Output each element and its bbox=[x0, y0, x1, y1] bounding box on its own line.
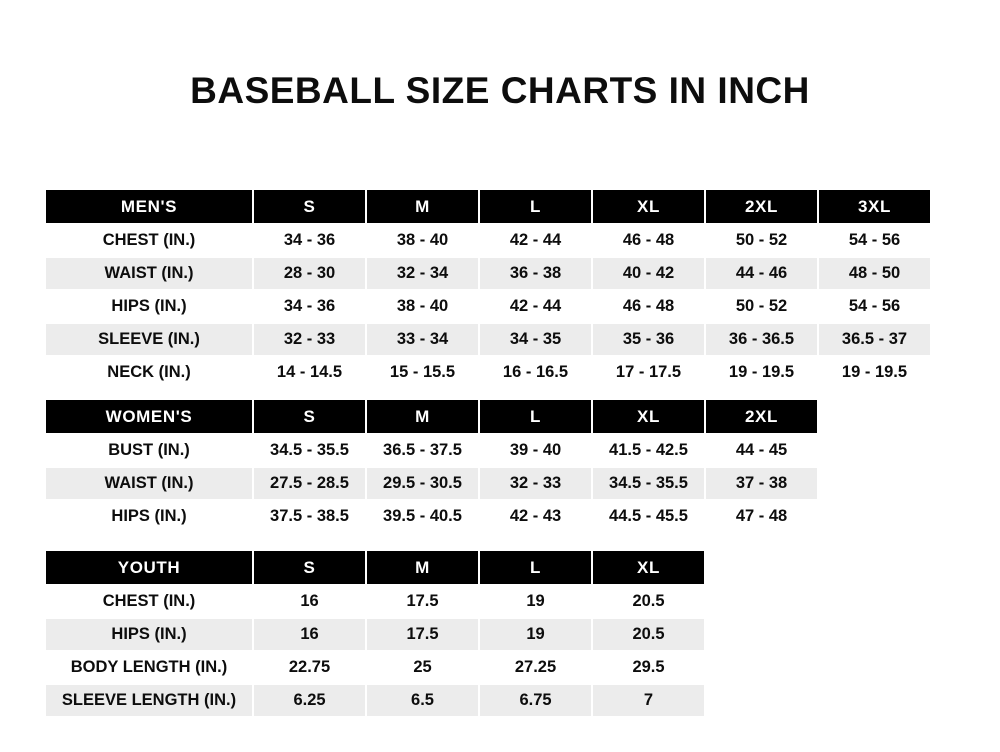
table-cell: 50 - 52 bbox=[705, 290, 818, 323]
row-label: HIPS (IN.) bbox=[45, 618, 253, 651]
row-label: HIPS (IN.) bbox=[45, 290, 253, 323]
table-cell: 25 bbox=[366, 651, 479, 684]
table-cell: 34 - 36 bbox=[253, 224, 366, 257]
table-row bbox=[45, 257, 931, 290]
table-cell: 42 - 44 bbox=[479, 290, 592, 323]
column-header: M bbox=[366, 550, 479, 585]
column-header: S bbox=[253, 399, 366, 434]
table-cell: 34.5 - 35.5 bbox=[592, 467, 705, 500]
table-cell: 32 - 34 bbox=[366, 257, 479, 290]
table-cell: 36 - 38 bbox=[479, 257, 592, 290]
table-cell: 44 - 46 bbox=[705, 257, 818, 290]
row-label: BODY LENGTH (IN.) bbox=[45, 651, 253, 684]
table-cell: 34 - 35 bbox=[479, 323, 592, 356]
page-title: BASEBALL SIZE CHARTS IN INCH bbox=[190, 70, 810, 111]
table-cell: 54 - 56 bbox=[818, 290, 931, 323]
table-cell: 28 - 30 bbox=[253, 257, 366, 290]
table-cell: 39.5 - 40.5 bbox=[366, 500, 479, 533]
table-cell: 16 - 16.5 bbox=[479, 356, 592, 389]
table-cell: 54 - 56 bbox=[818, 224, 931, 257]
table-row bbox=[45, 618, 705, 651]
row-label: CHEST (IN.) bbox=[45, 585, 253, 618]
table-cell: 36 - 36.5 bbox=[705, 323, 818, 356]
table-cell: 22.75 bbox=[253, 651, 366, 684]
column-header: L bbox=[479, 189, 592, 224]
table-cell: 41.5 - 42.5 bbox=[592, 434, 705, 467]
womens-size-table bbox=[44, 398, 819, 534]
table-row bbox=[45, 356, 931, 389]
column-header: M bbox=[366, 189, 479, 224]
table-cell: 42 - 43 bbox=[479, 500, 592, 533]
table-cell: 14 - 14.5 bbox=[253, 356, 366, 389]
youth-size-table bbox=[44, 549, 706, 718]
column-header: S bbox=[253, 550, 366, 585]
column-header: S bbox=[253, 189, 366, 224]
table-cell: 17.5 bbox=[366, 618, 479, 651]
table-row bbox=[45, 290, 931, 323]
column-header: XL bbox=[592, 399, 705, 434]
table-cell: 33 - 34 bbox=[366, 323, 479, 356]
table-cell: 19 - 19.5 bbox=[818, 356, 931, 389]
column-header: M bbox=[366, 399, 479, 434]
row-label: SLEEVE (IN.) bbox=[45, 323, 253, 356]
row-label: WAIST (IN.) bbox=[45, 467, 253, 500]
table-cell: 17.5 bbox=[366, 585, 479, 618]
table-header-row bbox=[45, 189, 931, 224]
table-cell: 29.5 - 30.5 bbox=[366, 467, 479, 500]
column-header: MEN'S bbox=[45, 189, 253, 224]
table-cell: 6.25 bbox=[253, 684, 366, 717]
column-header: WOMEN'S bbox=[45, 399, 253, 434]
table-cell: 20.5 bbox=[592, 618, 705, 651]
table-cell: 17 - 17.5 bbox=[592, 356, 705, 389]
column-header: L bbox=[479, 550, 592, 585]
table-row bbox=[45, 500, 818, 533]
table-row bbox=[45, 224, 931, 257]
table-cell: 27.25 bbox=[479, 651, 592, 684]
table-cell: 47 - 48 bbox=[705, 500, 818, 533]
column-header: YOUTH bbox=[45, 550, 253, 585]
table-row bbox=[45, 585, 705, 618]
table-cell: 19 bbox=[479, 585, 592, 618]
table-cell: 48 - 50 bbox=[818, 257, 931, 290]
table-cell: 15 - 15.5 bbox=[366, 356, 479, 389]
column-header: XL bbox=[592, 550, 705, 585]
table-row bbox=[45, 651, 705, 684]
table-cell: 39 - 40 bbox=[479, 434, 592, 467]
table-cell: 46 - 48 bbox=[592, 290, 705, 323]
row-label: NECK (IN.) bbox=[45, 356, 253, 389]
table-cell: 6.75 bbox=[479, 684, 592, 717]
table-cell: 34 - 36 bbox=[253, 290, 366, 323]
table-cell: 38 - 40 bbox=[366, 224, 479, 257]
table-cell: 16 bbox=[253, 585, 366, 618]
table-cell: 34.5 - 35.5 bbox=[253, 434, 366, 467]
table-cell: 7 bbox=[592, 684, 705, 717]
table-cell: 16 bbox=[253, 618, 366, 651]
table-cell: 44 - 45 bbox=[705, 434, 818, 467]
table-cell: 27.5 - 28.5 bbox=[253, 467, 366, 500]
mens-size-table bbox=[44, 188, 932, 390]
table-cell: 19 bbox=[479, 618, 592, 651]
table-cell: 37 - 38 bbox=[705, 467, 818, 500]
table-cell: 6.5 bbox=[366, 684, 479, 717]
table-cell: 36.5 - 37 bbox=[818, 323, 931, 356]
table-cell: 32 - 33 bbox=[479, 467, 592, 500]
row-label: CHEST (IN.) bbox=[45, 224, 253, 257]
table-cell: 20.5 bbox=[592, 585, 705, 618]
table-row bbox=[45, 467, 818, 500]
table-cell: 29.5 bbox=[592, 651, 705, 684]
column-header: 2XL bbox=[705, 189, 818, 224]
table-cell: 35 - 36 bbox=[592, 323, 705, 356]
table-header-row bbox=[45, 399, 818, 434]
table-cell: 37.5 - 38.5 bbox=[253, 500, 366, 533]
column-header: L bbox=[479, 399, 592, 434]
row-label: SLEEVE LENGTH (IN.) bbox=[45, 684, 253, 717]
table-cell: 32 - 33 bbox=[253, 323, 366, 356]
row-label: HIPS (IN.) bbox=[45, 500, 253, 533]
column-header: 3XL bbox=[818, 189, 931, 224]
table-cell: 50 - 52 bbox=[705, 224, 818, 257]
table-cell: 46 - 48 bbox=[592, 224, 705, 257]
table-row bbox=[45, 323, 931, 356]
table-cell: 36.5 - 37.5 bbox=[366, 434, 479, 467]
table-cell: 19 - 19.5 bbox=[705, 356, 818, 389]
table-row bbox=[45, 434, 818, 467]
table-cell: 44.5 - 45.5 bbox=[592, 500, 705, 533]
column-header: XL bbox=[592, 189, 705, 224]
table-cell: 38 - 40 bbox=[366, 290, 479, 323]
table-cell: 42 - 44 bbox=[479, 224, 592, 257]
row-label: WAIST (IN.) bbox=[45, 257, 253, 290]
table-header-row bbox=[45, 550, 705, 585]
column-header: 2XL bbox=[705, 399, 818, 434]
row-label: BUST (IN.) bbox=[45, 434, 253, 467]
table-cell: 40 - 42 bbox=[592, 257, 705, 290]
table-row bbox=[45, 684, 705, 717]
